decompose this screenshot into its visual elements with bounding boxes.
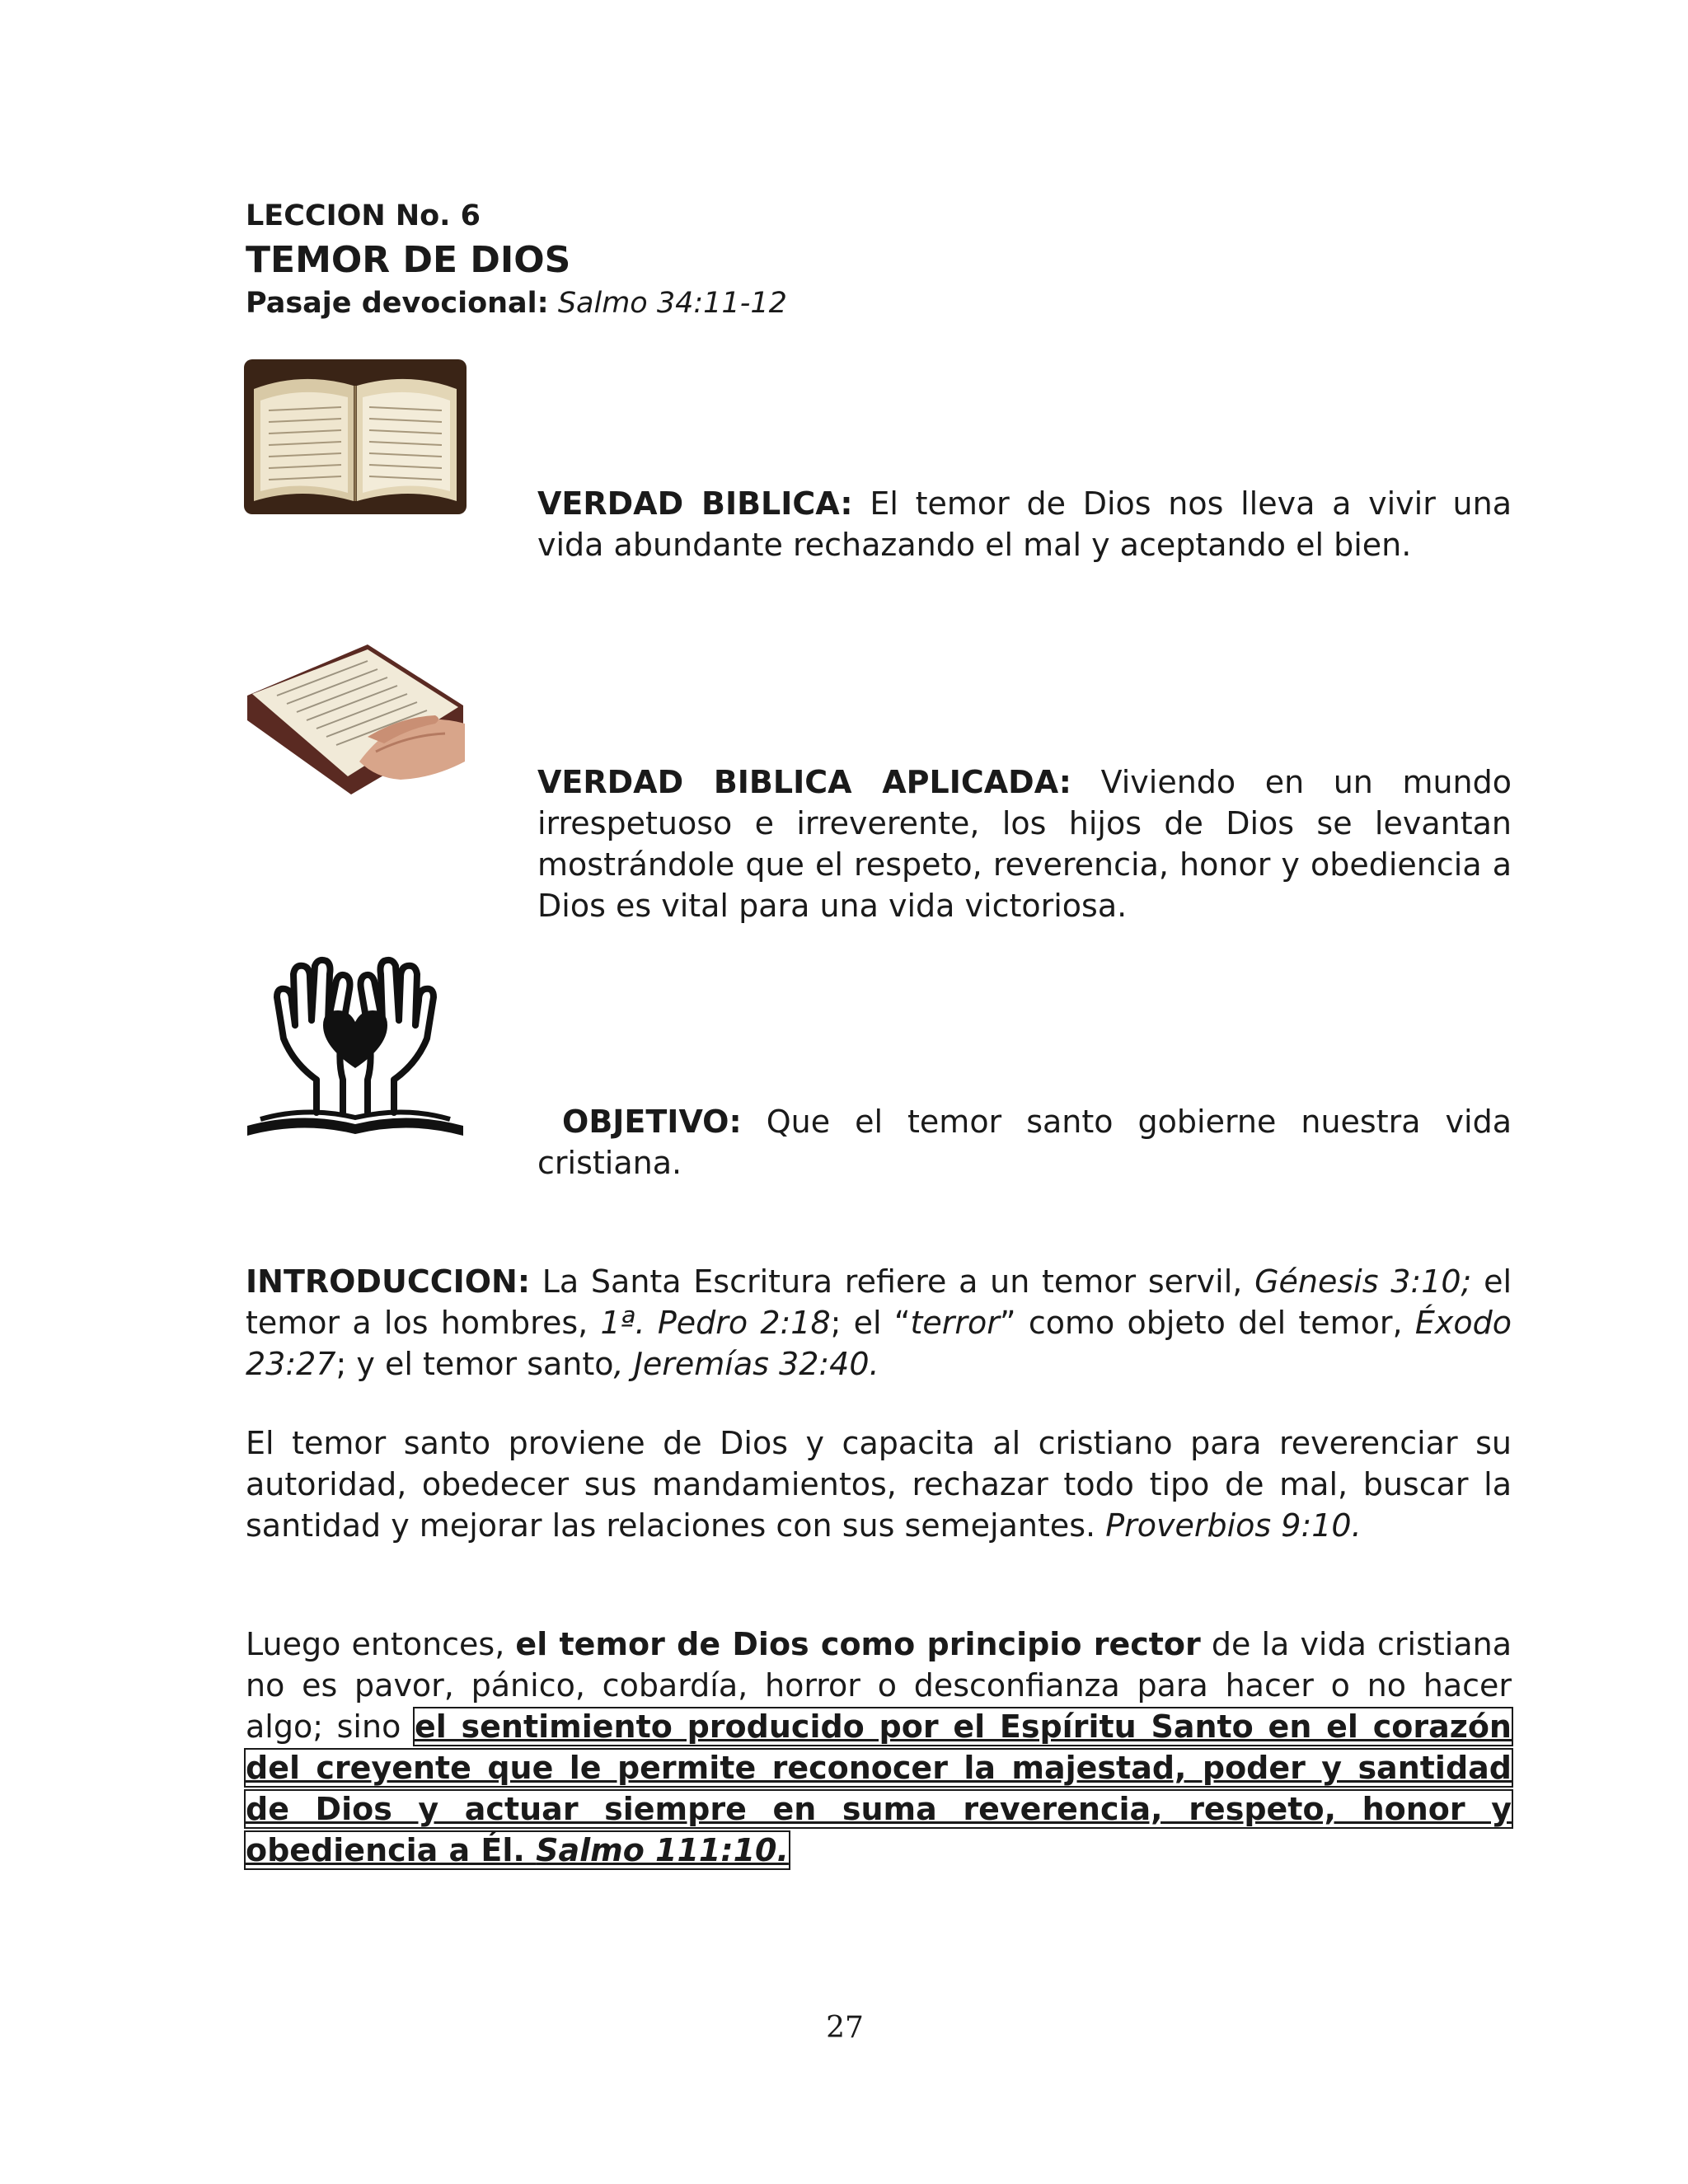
intro-ref-genesis: Génesis 3:10;	[1254, 1263, 1472, 1300]
introduccion-label: INTRODUCCION:	[246, 1263, 531, 1300]
passage-label: Pasaje devocional:	[246, 287, 549, 320]
intro-text-1: La Santa Escritura refiere a un temor servil,	[530, 1263, 1255, 1300]
paragraph-temor-santo	[246, 1422, 1512, 1546]
paragraph2-ref: Proverbios 9:10.	[1105, 1507, 1362, 1544]
hands-heart-bible-icon	[244, 956, 467, 1139]
paragraph-principio-rector	[246, 1624, 1512, 1871]
intro-ref-exodo: Éxodo 23:27	[246, 1305, 1512, 1382]
intro-text-5: ; y el temor santo	[335, 1346, 614, 1382]
devotional-passage	[246, 287, 787, 320]
verdad-biblica-aplicada	[537, 762, 1512, 926]
verdad-biblica-label: VERDAD BIBLICA:	[537, 485, 853, 522]
paragraph2-text: El temor santo proviene de Dios y capacita al cristiano para reverenciar su autoridad, obedecer sus mandamientos, rechazar todo tipo de mal, buscar la santidad y mejorar las relaciones con sus semejantes.	[246, 1425, 1512, 1544]
boxed-definition-ref: Salmo 111:10.	[536, 1832, 789, 1868]
paragraph3-text-2: de la vida cristiana no es pavor, pánico, cobardía, horror o desconfianza para hacer o no hacer algo; sino	[246, 1626, 1512, 1745]
boxed-definition	[246, 1708, 1512, 1868]
intro-ref-jeremias: , Jeremías 32:40.	[613, 1346, 879, 1382]
intro-terror: terror	[910, 1305, 1000, 1341]
intro-text-4: ” como objeto del temor,	[999, 1305, 1415, 1341]
paragraph3-text-1: Luego entonces,	[246, 1626, 516, 1662]
passage-reference: Salmo 34:11-12	[557, 287, 787, 320]
introduccion	[246, 1261, 1512, 1385]
verdad-aplicada-label: VERDAD BIBLICA APLICADA:	[537, 764, 1072, 800]
intro-ref-pedro: 1ª. Pedro 2:18	[600, 1305, 831, 1341]
verdad-biblica-text: El temor de Dios nos lleva a vivir una vida abundante rechazando el mal y aceptando el bien.	[537, 485, 1512, 563]
objetivo-label: OBJETIVO:	[562, 1104, 742, 1140]
paragraph3-bold: el temor de Dios como principio rector	[515, 1626, 1201, 1662]
lesson-title: TEMOR DE DIOS	[246, 239, 571, 281]
verdad-aplicada-text: Viviendo en un mundo irrespetuoso e irreverente, los hijos de Dios se levantan mostrándole que el respeto, reverencia, honor y obediencia a Dios es vital para una vida victoriosa.	[537, 764, 1512, 924]
boxed-definition-text: el sentimiento producido por el Espíritu Santo en el corazón del creyente que le permite reconocer la majestad, poder y santidad de Dios y actuar siempre en suma reverencia, respeto, honor y obediencia a Él.	[246, 1708, 1512, 1868]
page-number: 27	[826, 2011, 864, 2045]
intro-text-3: ; el “	[830, 1305, 911, 1341]
hand-on-bible-icon	[244, 638, 467, 794]
intro-text-2: el temor a los hombres,	[246, 1263, 1512, 1341]
open-bible-icon	[244, 359, 467, 514]
lesson-number: LECCION No. 6	[246, 199, 481, 232]
objetivo	[537, 1101, 1512, 1183]
objetivo-text: Que el temor santo gobierne nuestra vida cristiana.	[537, 1104, 1512, 1181]
verdad-biblica	[537, 483, 1512, 565]
